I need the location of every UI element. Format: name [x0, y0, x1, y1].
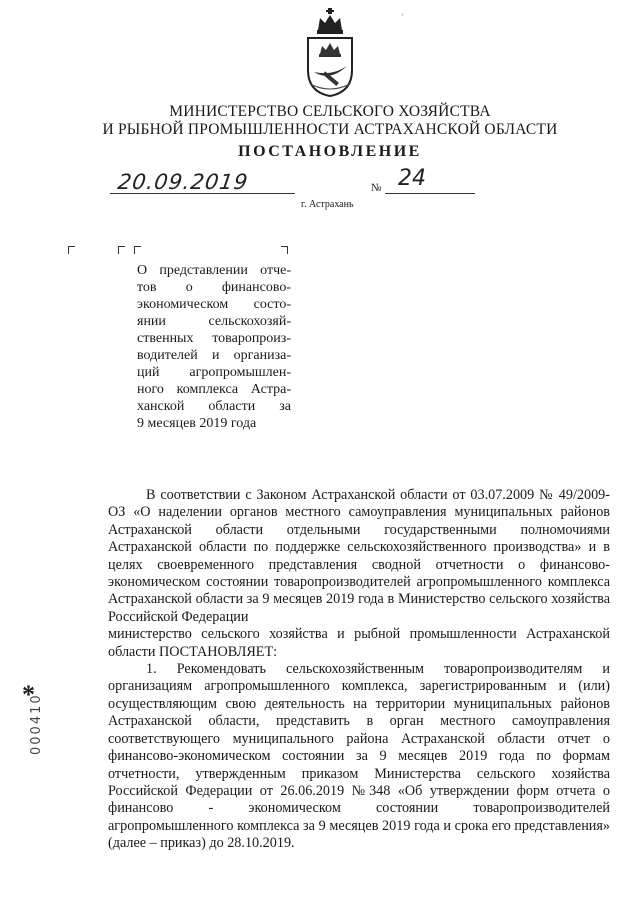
- document-type-title: ПОСТАНОВЛЕНИЕ: [238, 143, 422, 160]
- preamble-paragraph: В соответствии с Законом Астраханской области от 03.07.2009 № 49/2009-ОЗ «О наделении органов местного самоуправления муниципальных районов Астраханской области отдельными государственными полномочиями Астраханской области по поддержке сельскохозяйственного производства» и в целях своевременного представления сводной отчетности о финансово-экономическом состоянии товаропроизводителей агропромышленного комплекса Астраханской области за 9 месяцев 2019 года в Министерство сельского хозяйства Российской Федерации: [108, 487, 610, 625]
- subject-line: ного комплекса Астра-: [137, 382, 291, 397]
- side-registration-number: 000410: [29, 693, 44, 755]
- asterisk-mark: *: [22, 680, 35, 709]
- subject-line: О представлении отче-: [137, 263, 291, 278]
- subject-line: 9 месяцев 2019 года: [137, 416, 257, 431]
- subject-line: тов о финансово-: [137, 280, 291, 295]
- document-body: [108, 487, 610, 853]
- handwritten-number: 24: [398, 166, 426, 191]
- subject-line: ственных товаропроиз-: [137, 331, 291, 346]
- subject-line: янии сельскохозяй-: [137, 314, 291, 329]
- number-underline: [385, 193, 475, 194]
- subject-line: ханской области за: [137, 399, 291, 414]
- resolves-paragraph: министерство сельского хозяйства и рыбной промышленности Астраханской области ПОСТАНОВЛЯЕТ:: [108, 626, 610, 660]
- document-subject: [137, 262, 291, 432]
- bracket-corner-mark: [281, 246, 288, 254]
- subject-line: ций агропромышлен-: [137, 365, 291, 380]
- ministry-name-line2: И РЫБНОЙ ПРОМЫШЛЕННОСТИ АСТРАХАНСКОЙ ОБЛАСТИ: [102, 121, 558, 138]
- city-name: г. Астрахань: [301, 199, 354, 210]
- subject-line: водителей и организа-: [137, 348, 291, 363]
- number-label: №: [371, 182, 382, 194]
- subject-line: экономическом состо-: [137, 297, 291, 312]
- bracket-corner-mark: [134, 246, 141, 254]
- date-underline: [110, 193, 295, 194]
- coat-of-arms-emblem: [300, 8, 360, 98]
- scan-tick-mark: ': [402, 12, 404, 22]
- handwritten-date: 20.09.2019: [116, 170, 250, 194]
- crown-icon: [317, 8, 343, 34]
- item-1-paragraph: 1. Рекомендовать сельскохозяйственным товаропроизводителям и организациям агропромышленного комплекса, зарегистрированным и (или) осуществляющим свою деятельность на территории муниципальных районов Астраханской области, представить в орган местного самоуправления соответствующего муниципального района Астраханской области отчет о финансово-экономическом состоянии за 9 месяцев 2019 года по формам отчетности, утвержденным приказом Министерства сельского хозяйства Российской Федерации от 26.06.2019 №348 «Об утверждении форм отчета о финансово - экономическом состоянии товаропроизводителей агропромышленного комплекса за 9 месяцев 2019 года и срока его представления» (далее – приказ) до 28.10.2019.: [108, 661, 610, 852]
- ministry-name-line1: МИНИСТЕРСТВО СЕЛЬСКОГО ХОЗЯЙСТВА: [169, 103, 491, 120]
- bracket-corner-mark: [118, 246, 125, 254]
- bracket-corner-mark: [68, 246, 75, 254]
